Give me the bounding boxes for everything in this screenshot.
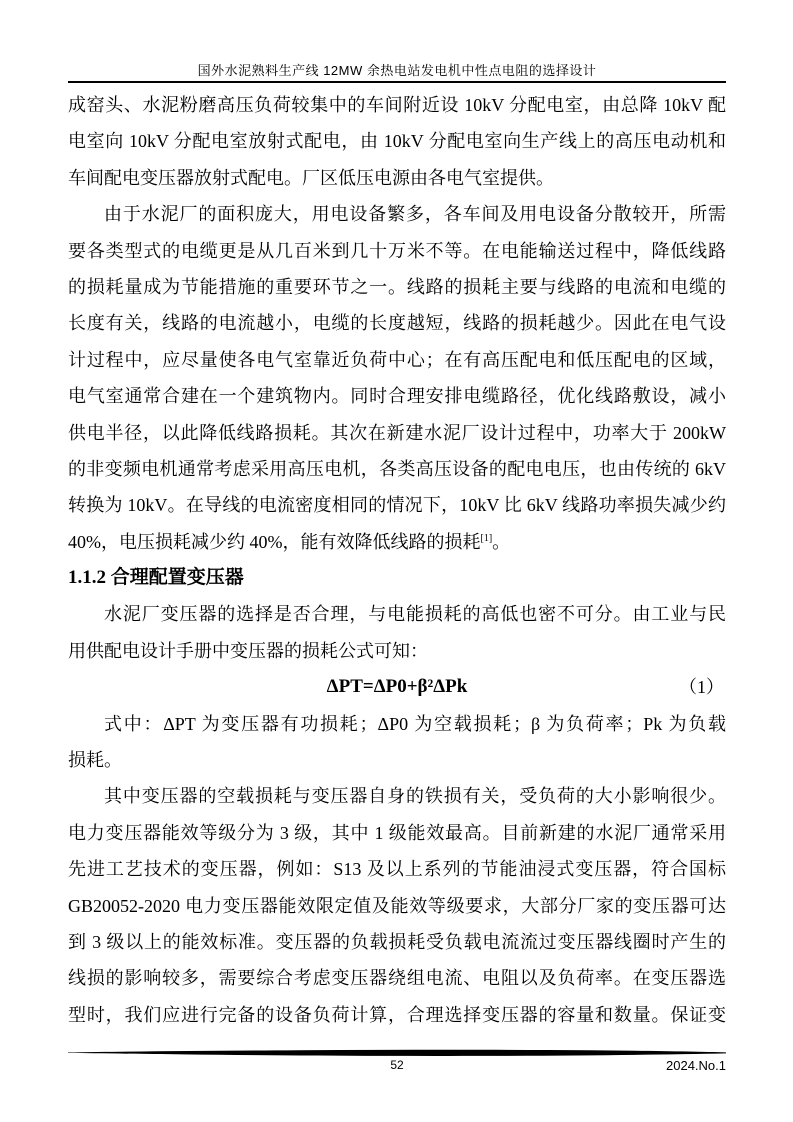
text-line: 线损的影响较多，需要综合考虑变压器绕组电流、电阻以及负荷率。在变压器选 <box>68 968 726 989</box>
text-line: 转换为 10kV。在导线的电流密度相同的情况下，10kV 比 6kV 线路功率损失减少约 <box>68 495 726 516</box>
running-header-title: 国外水泥熟料生产线 12MW 余热电站发电机中性点电阻的选择设计 <box>197 63 597 78</box>
text-line: 电力变压器能效等级分为 3 级，其中 1 级能效最高。目前新建的水泥厂通常采用 <box>68 822 726 843</box>
text-line: 其中变压器的空载损耗与变压器自身的铁损有关，受负荷的大小影响很少。 <box>104 786 726 807</box>
footer-thick-bar <box>68 1050 726 1056</box>
text-line: 电气室通常合建在一个建筑物内。同时合理安排电缆路径，优化线路敷设，减小 <box>68 386 726 407</box>
document-body <box>68 87 726 1033</box>
text-line: 的损耗量成为节能措施的重要环节之一。线路的损耗主要与线路的电流和电缆的 <box>68 276 726 297</box>
formula-line <box>68 669 726 705</box>
reference-superscript: [1] <box>480 532 493 544</box>
text-line: 损耗。 <box>68 750 122 771</box>
text-line: 长度有关，线路的电流越小，电缆的长度越短，线路的损耗越少。因此在电气设 <box>68 313 726 334</box>
text-line: 用供配电设计手册中变压器的损耗公式可知： <box>68 640 428 661</box>
formula-expression: ΔPT=ΔP0+β²ΔPk <box>326 676 468 698</box>
text-line: 计过程中，应尽量使各电气室靠近负荷中心；在有高压配电和低压配电的区域， <box>68 349 726 370</box>
footer-rule <box>68 1049 726 1057</box>
text-line: 型时，我们应进行完备的设备负荷计算，合理选择变压器的容量和数量。保证变 <box>68 1004 726 1025</box>
text-line: 由于水泥厂的面积庞大，用电设备繁多，各车间及用电设备分散较开，所需 <box>104 204 726 225</box>
text-line: 电室向 10kV 分配电室放射式配电，由 10kV 分配电室向生产线上的高压电动机和 <box>68 131 726 152</box>
text-line: 式中：ΔPT 为变压器有功损耗；ΔP0 为空载损耗；β 为负荷率；Pk 为负载 <box>104 713 726 734</box>
text-line: 车间配电变压器放射式配电。厂区低压电源由各电气室提供。 <box>68 167 554 188</box>
text-line: 先进工艺技术的变压器，例如：S13 及以上系列的节能油浸式变压器，符合国标 <box>68 859 726 880</box>
text-line: 的非变频电机通常考虑采用高压电机，各类高压设备的配电电压，也由传统的 6kV <box>68 458 726 479</box>
equation-number: （1） <box>679 677 724 698</box>
header-rule <box>68 81 726 83</box>
text-line: 水泥厂变压器的选择是否合理，与电能损耗的高低也密不可分。由工业与民 <box>104 604 726 625</box>
issue-label: 2024.No.1 <box>666 1058 726 1073</box>
text-line: GB20052-2020 电力变压器能效限定值及能效等级要求，大部分厂家的变压器可达 <box>68 895 726 916</box>
text-line: 到 3 级以上的能效标准。变压器的负载损耗受负载电流流过变压器线圈时产生的 <box>68 931 726 952</box>
text-line: 成窑头、水泥粉磨高压负荷较集中的车间附近设 10kV 分配电室，由总降 10kV 配 <box>68 95 726 115</box>
section-heading: 1.1.2 合理配置变压器 <box>68 567 244 589</box>
text-line: 供电半径，以此降低线路损耗。其次在新建水泥厂设计过程中，功率大于 200kW <box>68 422 726 443</box>
text-line: 40%，电压损耗减少约 40%，能有效降低线路的损耗[1]。 <box>68 531 511 552</box>
text-line: 要各类型式的电缆更是从几百米到几十万米不等。在电能输送过程中，降低线路 <box>68 240 726 261</box>
page-number: 52 <box>390 1058 404 1072</box>
